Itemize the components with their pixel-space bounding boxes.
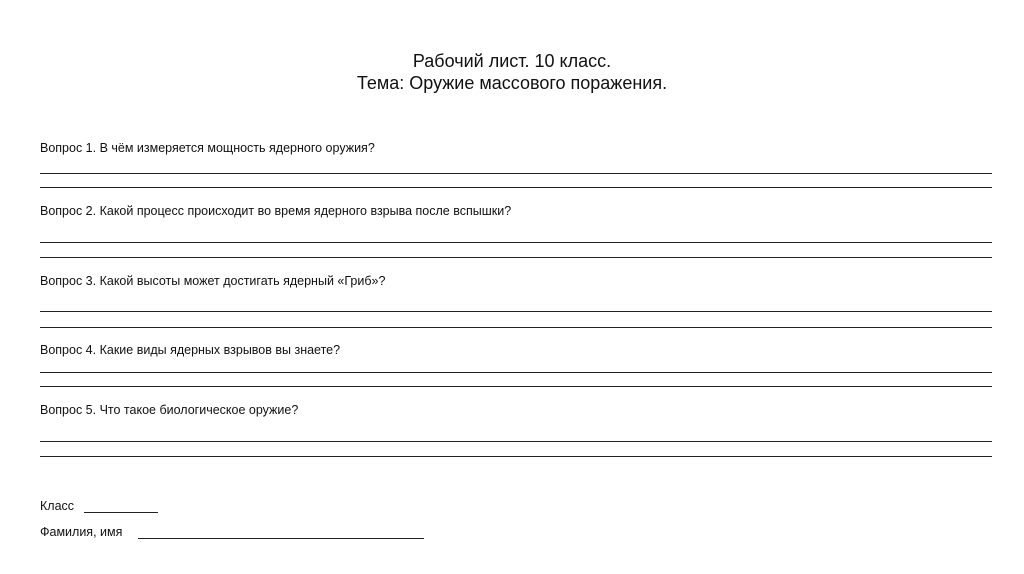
answer-line[interactable]: [40, 386, 992, 387]
question-2: Вопрос 2. Какой процесс происходит во время ядерного взрыва после вспышки?: [40, 204, 512, 218]
answer-line[interactable]: [40, 173, 992, 174]
answer-line[interactable]: [40, 327, 992, 328]
worksheet-title: Рабочий лист. 10 класс.: [412, 51, 612, 71]
answer-line[interactable]: [40, 441, 992, 442]
worksheet-topic: Тема: Оружие массового поражения.: [356, 73, 668, 93]
answer-line[interactable]: [40, 257, 992, 258]
class-label: Класс: [40, 499, 75, 513]
class-input-line[interactable]: [84, 512, 158, 513]
name-label: Фамилия, имя: [40, 525, 123, 539]
question-5: Вопрос 5. Что такое биологическое оружие?: [40, 403, 299, 417]
question-3: Вопрос 3. Какой высоты может достигать ядерный «Гриб»?: [40, 274, 386, 288]
question-1: Вопрос 1. В чём измеряется мощность ядерного оружия?: [40, 141, 375, 155]
answer-line[interactable]: [40, 372, 992, 373]
answer-line[interactable]: [40, 311, 992, 312]
answer-line[interactable]: [40, 456, 992, 457]
answer-line[interactable]: [40, 187, 992, 188]
question-4: Вопрос 4. Какие виды ядерных взрывов вы знаете?: [40, 343, 341, 357]
answer-line[interactable]: [40, 242, 992, 243]
name-input-line[interactable]: [138, 538, 424, 539]
